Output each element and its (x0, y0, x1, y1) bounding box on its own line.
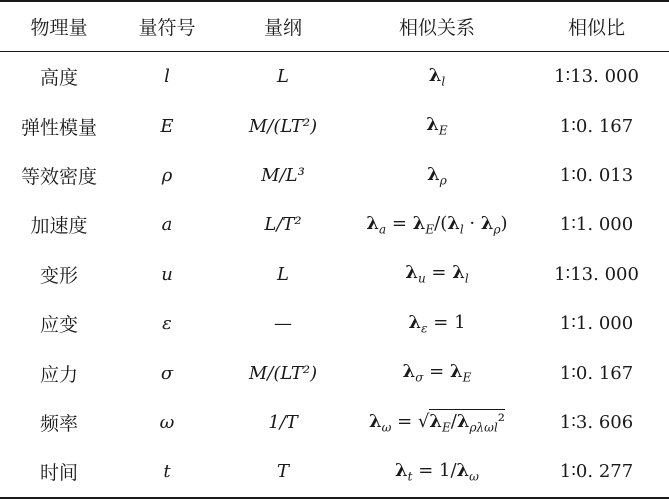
table-row (0, 398, 669, 447)
dimension-cell: — (274, 313, 292, 335)
ratio-cell: 1∶13. 000 (554, 66, 639, 88)
quantity-cell: 弹性模量 (20, 116, 97, 139)
table-row (0, 151, 669, 200)
ratio-cell: 1∶0. 277 (559, 461, 634, 483)
header-relation: 相似关系 (398, 17, 475, 39)
dimension-cell: M/(LT²) (248, 115, 318, 137)
quantity-cell: 加速度 (30, 215, 88, 238)
quantity-cell: 等效密度 (20, 165, 97, 188)
header-symbol: 量符号 (138, 17, 196, 39)
table-row (0, 447, 669, 496)
table-row (0, 250, 669, 299)
relation-cell: $\lambda_E$ (426, 114, 448, 138)
similarity-ratio-table (0, 2, 669, 497)
relation-cell: $\lambda_t = 1/\lambda_\omega$ (395, 460, 479, 484)
relation-cell: $\lambda_a = \lambda_E/(\lambda_l \cdot \lambda_\rho)$ (366, 213, 508, 237)
relation-cell: $\lambda_\omega = √\lambda_E/\lambda_{\rho\lambda\omega l}^2$ (368, 410, 506, 435)
symbol-cell: ε (162, 313, 172, 335)
relation-cell: $\lambda_u = \lambda_l$ (405, 262, 469, 287)
dimension-cell: L (277, 66, 289, 88)
symbol-cell: σ (160, 362, 174, 384)
relation-cell: $\lambda_\sigma = \lambda_E$ (402, 361, 472, 385)
dimension-cell: M/(LT²) (248, 362, 318, 384)
header-row (0, 2, 669, 51)
quantity-cell: 频率 (39, 412, 78, 435)
ratio-cell: 1∶0. 167 (559, 362, 634, 384)
ratio-cell: 1∶1. 000 (559, 214, 634, 236)
quantity-cell: 高度 (39, 67, 78, 90)
dimension-cell: M/L³ (261, 164, 305, 186)
table-row (0, 299, 669, 348)
ratio-cell: 1∶3. 606 (559, 411, 634, 433)
table-row (0, 348, 669, 397)
quantity-cell: 应变 (39, 314, 78, 337)
relation-cell: $\lambda_\rho$ (427, 163, 447, 188)
symbol-cell: t (163, 461, 171, 483)
dimension-cell: T (276, 461, 289, 483)
table-bottom-rule (0, 497, 669, 499)
relation-cell: $\lambda_\varepsilon = 1$ (408, 311, 466, 336)
ratio-cell: 1∶1. 000 (559, 313, 634, 335)
header-dimension: 量纲 (263, 17, 302, 39)
ratio-cell: 1∶0. 013 (559, 164, 634, 186)
table-row (0, 200, 669, 249)
dimension-cell: L (277, 263, 289, 285)
symbol-cell: ρ (161, 164, 173, 186)
symbol-cell: ω (159, 411, 175, 433)
symbol-cell: u (161, 263, 173, 285)
dimension-cell: 1/T (268, 411, 298, 433)
quantity-cell: 应力 (39, 363, 78, 386)
header-ratio: 相似比 (567, 17, 625, 39)
symbol-cell: l (164, 66, 170, 88)
table-row (0, 52, 669, 101)
quantity-cell: 时间 (39, 462, 78, 485)
symbol-cell: E (160, 115, 174, 137)
ratio-cell: 1∶0. 167 (559, 115, 634, 137)
table-row (0, 101, 669, 150)
relation-cell: $\lambda_l$ (428, 64, 446, 89)
ratio-cell: 1∶13. 000 (554, 263, 639, 285)
quantity-cell: 变形 (39, 264, 78, 287)
header-quantity: 物理量 (30, 17, 88, 39)
dimension-cell: L/T² (264, 214, 302, 236)
symbol-cell: a (161, 214, 173, 236)
